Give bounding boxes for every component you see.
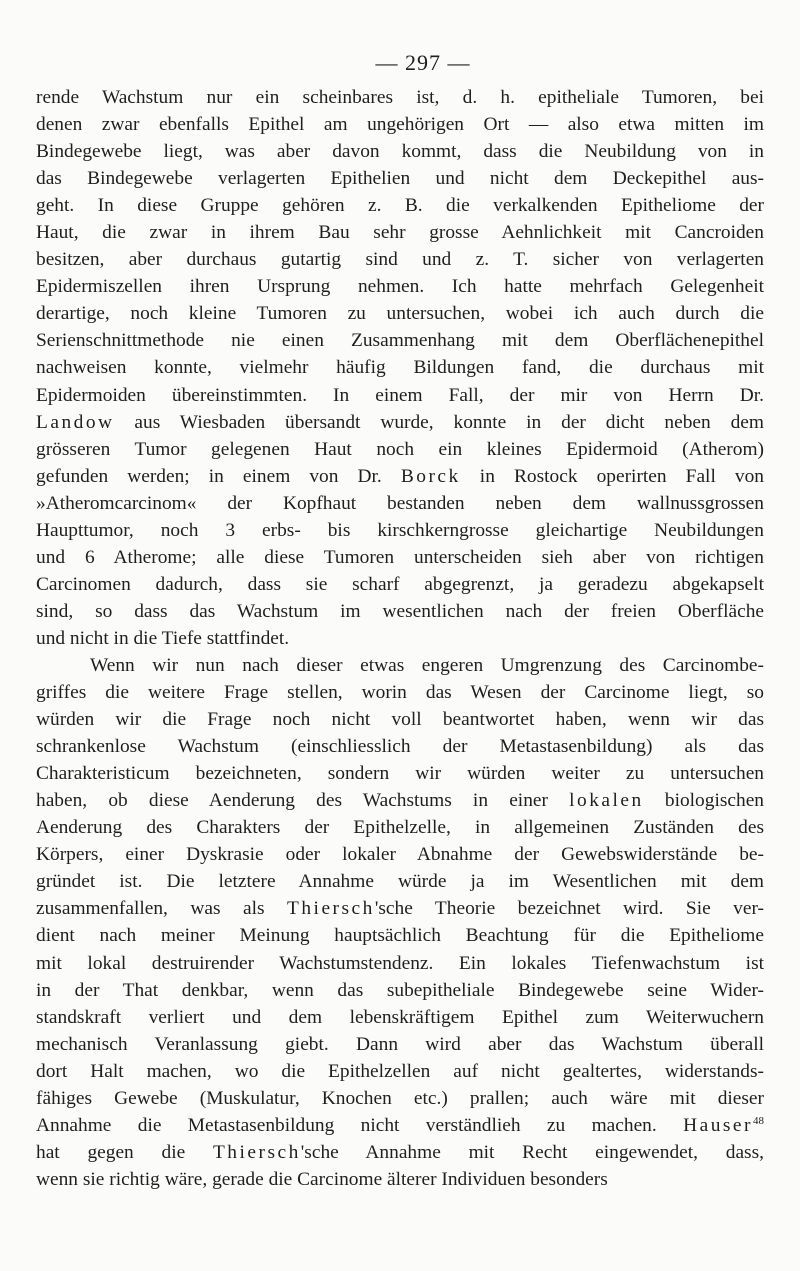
text-line: derartige, noch kleine Tumoren zu untersuchen, wobei ich auch durch die (36, 303, 764, 325)
text-line: dient nach meiner Meinung hauptsächlich Beachtung für die Epitheliome (36, 925, 764, 947)
text-line: wenn sie richtig wäre, gerade die Carcinome älterer Individuen besonders (36, 1168, 608, 1190)
text-line: und 6 Atherome; alle diese Tumoren unterscheiden sieh aber von richtigen (36, 546, 764, 568)
text-line: Annahme die Metastasenbildung nicht verständlieh zu machen. Hauser$^{48}$ (36, 1114, 764, 1136)
text-line: sind, so dass das Wachstum im wesentlichen nach der freien Oberfläche (36, 600, 764, 622)
text-line: geht. In diese Gruppe gehören z. B. die verkalkenden Epitheliome der (36, 195, 764, 217)
text-line: hat gegen die Thiersch'sche Annahme mit Recht eingewendet, dass, (36, 1141, 764, 1163)
text-line: Serienschnittmethode nie einen Zusammenhang mit dem Oberflächenepithel (36, 330, 764, 352)
text-line: Aenderung des Charakters der Epithelzelle, in allgemeinen Zuständen des (36, 817, 764, 839)
text-line: »Atheromcarcinom« der Kopfhaut bestanden neben dem wallnussgrossen (36, 492, 764, 514)
text-line: schrankenlose Wachstum (einschliesslich der Metastasenbildung) als das (36, 736, 764, 758)
text-line: denen zwar ebenfalls Epithel am ungehörigen Ort — also etwa mitten im (36, 114, 764, 136)
text-line: Körpers, einer Dyskrasie oder lokaler Abnahme der Gewebswiderstände be- (36, 844, 764, 866)
text-line: rende Wachstum nur ein scheinbares ist, d. h. epitheliale Tumoren, bei (36, 87, 764, 108)
text-line: Haupttumor, noch 3 erbs- bis kirschkerngrosse gleichartige Neubildungen (36, 519, 764, 541)
text-line: Epidermiszellen ihren Ursprung nehmen. Ich hatte mehrfach Gelegenheit (36, 276, 764, 298)
text-line: und nicht in die Tiefe stattfindet. (36, 627, 290, 649)
text-line: griffes die weitere Frage stellen, worin das Wesen der Carcinome liegt, so (36, 682, 764, 704)
text-line: gründet ist. Die letztere Annahme würde ja im Wesentlichen mit dem (36, 871, 764, 893)
text-line: fähiges Gewebe (Muskulatur, Knochen etc.) prallen; auch wäre mit dieser (36, 1087, 764, 1109)
text-line: Bindegewebe liegt, was aber davon kommt, dass die Neubildung von in (36, 141, 764, 163)
text-line: standskraft verliert und dem lebenskräftigem Epithel zum Weiterwuchern (36, 1006, 764, 1028)
text-line: dort Halt machen, wo die Epithelzellen auf nicht gealtertes, widerstands- (36, 1060, 764, 1082)
text-line: Wenn wir nun nach dieser etwas engeren Umgrenzung des Carcinombe- (90, 654, 764, 676)
body-text (36, 84, 764, 1193)
text-line: Haut, die zwar in ihrem Bau sehr grosse Aehnlichkeit mit Cancroiden (36, 222, 764, 244)
text-line: zusammenfallen, was als Thiersch'sche Theorie bezeichnet wird. Sie ver- (36, 898, 764, 920)
text-line: Carcinomen dadurch, dass sie scharf abgegrenzt, ja geradezu abgekapselt (36, 573, 764, 595)
text-line: haben, ob diese Aenderung des Wachstums in einer lokalen biologischen (36, 790, 764, 812)
text-line: grösseren Tumor gelegenen Haut noch ein kleines Epidermoid (Atherom) (36, 438, 764, 460)
text-line: das Bindegewebe verlagerten Epithelien und nicht dem Deckepithel aus- (36, 168, 764, 190)
text-line: Landow aus Wiesbaden übersandt wurde, konnte in der dicht neben dem (36, 411, 764, 433)
text-line: gefunden werden; in einem von Dr. Borck in Rostock operirten Fall von (36, 465, 764, 487)
text-line: nachweisen konnte, vielmehr häufig Bildungen fand, die durchaus mit (36, 357, 764, 379)
text-line: besitzen, aber durchaus gutartig sind und z. T. sicher von verlagerten (36, 249, 764, 271)
text-line: mechanisch Veranlassung giebt. Dann wird aber das Wachstum überall (36, 1033, 764, 1055)
text-line: Charakteristicum bezeichneten, sondern wir würden weiter zu untersuchen (36, 763, 764, 785)
page-number: — 297 — (375, 50, 471, 75)
text-line: würden wir die Frage noch nicht voll beantwortet haben, wenn wir das (36, 709, 764, 731)
text-line: mit lokal destruirender Wachstumstendenz. Ein lokales Tiefenwachstum ist (36, 952, 764, 974)
text-line: in der That denkbar, wenn das subepitheliale Bindegewebe seine Wider- (36, 979, 764, 1001)
text-line: Epidermoiden übereinstimmten. In einem Fall, der mir von Herrn Dr. (36, 384, 764, 406)
